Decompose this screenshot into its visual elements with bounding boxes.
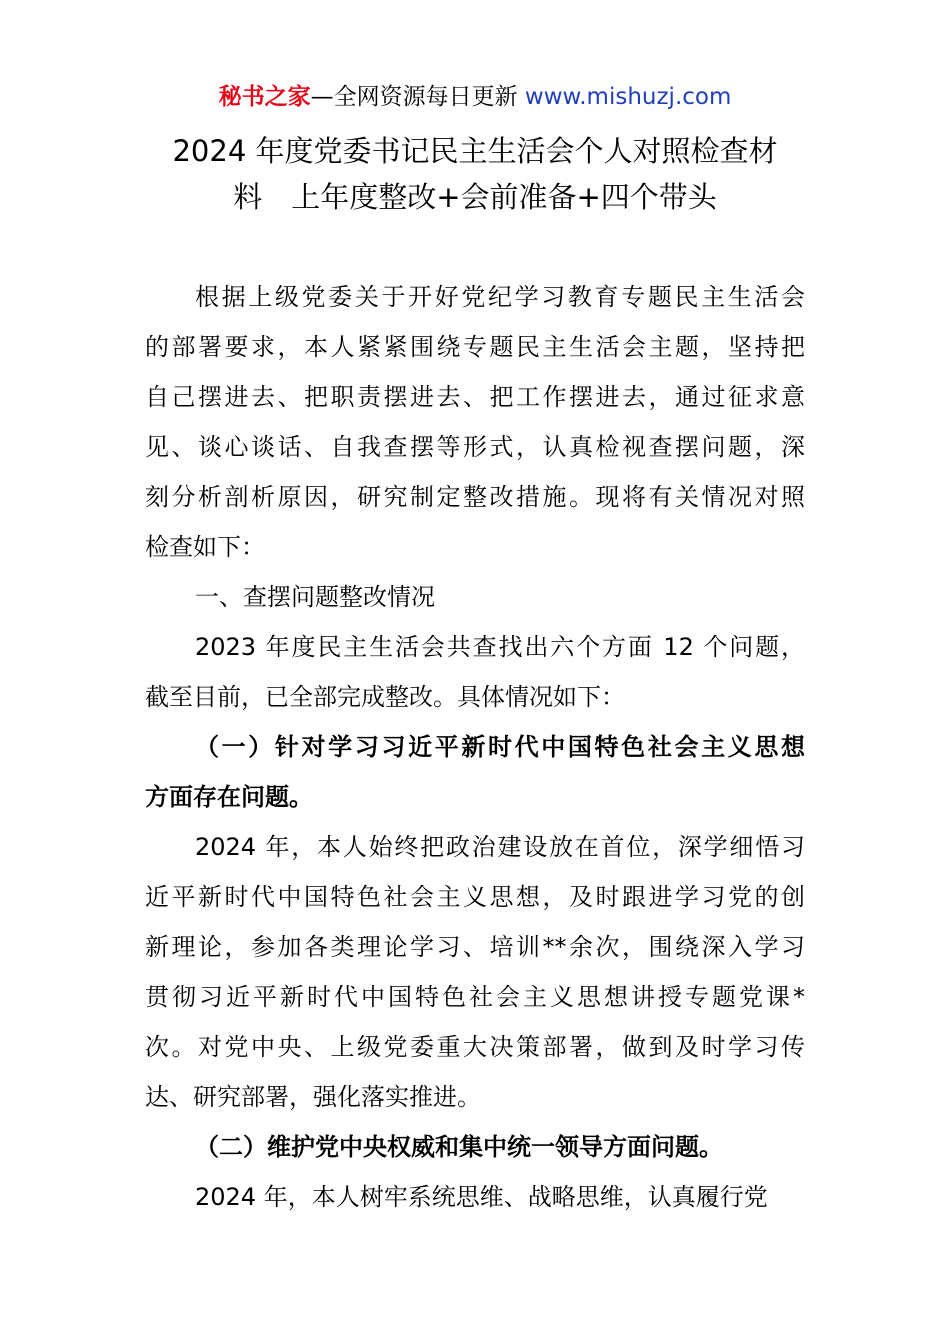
text-line: 近平新时代中国特色社会主义思想，及时跟进学习党的创 xyxy=(145,883,805,911)
document-body xyxy=(145,272,805,1222)
section-heading-1 xyxy=(145,572,805,622)
text-line: 方面存在问题。 xyxy=(145,783,313,811)
subheading-1 xyxy=(145,722,805,822)
text-line: 2023 年度民主生活会共查找出六个方面 12 个问题， xyxy=(195,633,805,661)
title-line-1: 2024 年度党委书记民主生活会个人对照检查材 xyxy=(172,134,778,168)
text-line: 检查如下： xyxy=(145,533,265,561)
site-banner xyxy=(0,80,950,114)
text-line: 自己摆进去、把职责摆进去、把工作摆进去，通过征求意 xyxy=(145,383,805,411)
text-line: 2024 年，本人始终把政治建设放在首位，深学细悟习 xyxy=(195,833,805,861)
text-line: 根据上级党委关于开好党纪学习教育专题民主生活会 xyxy=(195,283,805,311)
title-line-2: 料 上年度整改+会前准备+四个带头 xyxy=(233,180,717,214)
text-line: 达、研究部署，强化落实推进。 xyxy=(145,1083,481,1111)
paragraph-intro xyxy=(145,272,805,572)
text-line: 新理论，参加各类理论学习、培训**余次，围绕深入学习 xyxy=(145,933,805,961)
paragraph-item-1 xyxy=(145,822,805,1122)
text-line: 一、查摆问题整改情况 xyxy=(195,583,435,611)
text-line: 次。对党中央、上级党委重大决策部署，做到及时学习传 xyxy=(145,1033,805,1061)
text-line: 的部署要求，本人紧紧围绕专题民主生活会主题，坚持把 xyxy=(145,333,805,361)
paragraph-item-2 xyxy=(145,1172,805,1222)
banner-tagline: —全网资源每日更新 xyxy=(310,84,525,110)
banner-site-link[interactable]: www.mishuzj.com xyxy=(524,84,732,110)
text-line: 刻分析剖析原因，研究制定整改措施。现将有关情况对照 xyxy=(145,483,805,511)
text-line: （一）针对学习习近平新时代中国特色社会主义思想 xyxy=(195,733,805,761)
banner-brand: 秘书之家 xyxy=(218,84,311,110)
subheading-2 xyxy=(145,1122,805,1172)
document-title xyxy=(140,128,810,220)
text-line: （二）维护党中央权威和集中统一领导方面问题。 xyxy=(195,1133,723,1161)
text-line: 贯彻习近平新时代中国特色社会主义思想讲授专题党课* xyxy=(145,983,805,1011)
text-line: 2024 年，本人树牢系统思维、战略思维，认真履行党 xyxy=(195,1183,768,1211)
paragraph-summary xyxy=(145,622,805,722)
text-line: 见、谈心谈话、自我查摆等形式，认真检视查摆问题，深 xyxy=(145,433,805,461)
text-line: 截至目前，已全部完成整改。具体情况如下： xyxy=(145,683,625,711)
